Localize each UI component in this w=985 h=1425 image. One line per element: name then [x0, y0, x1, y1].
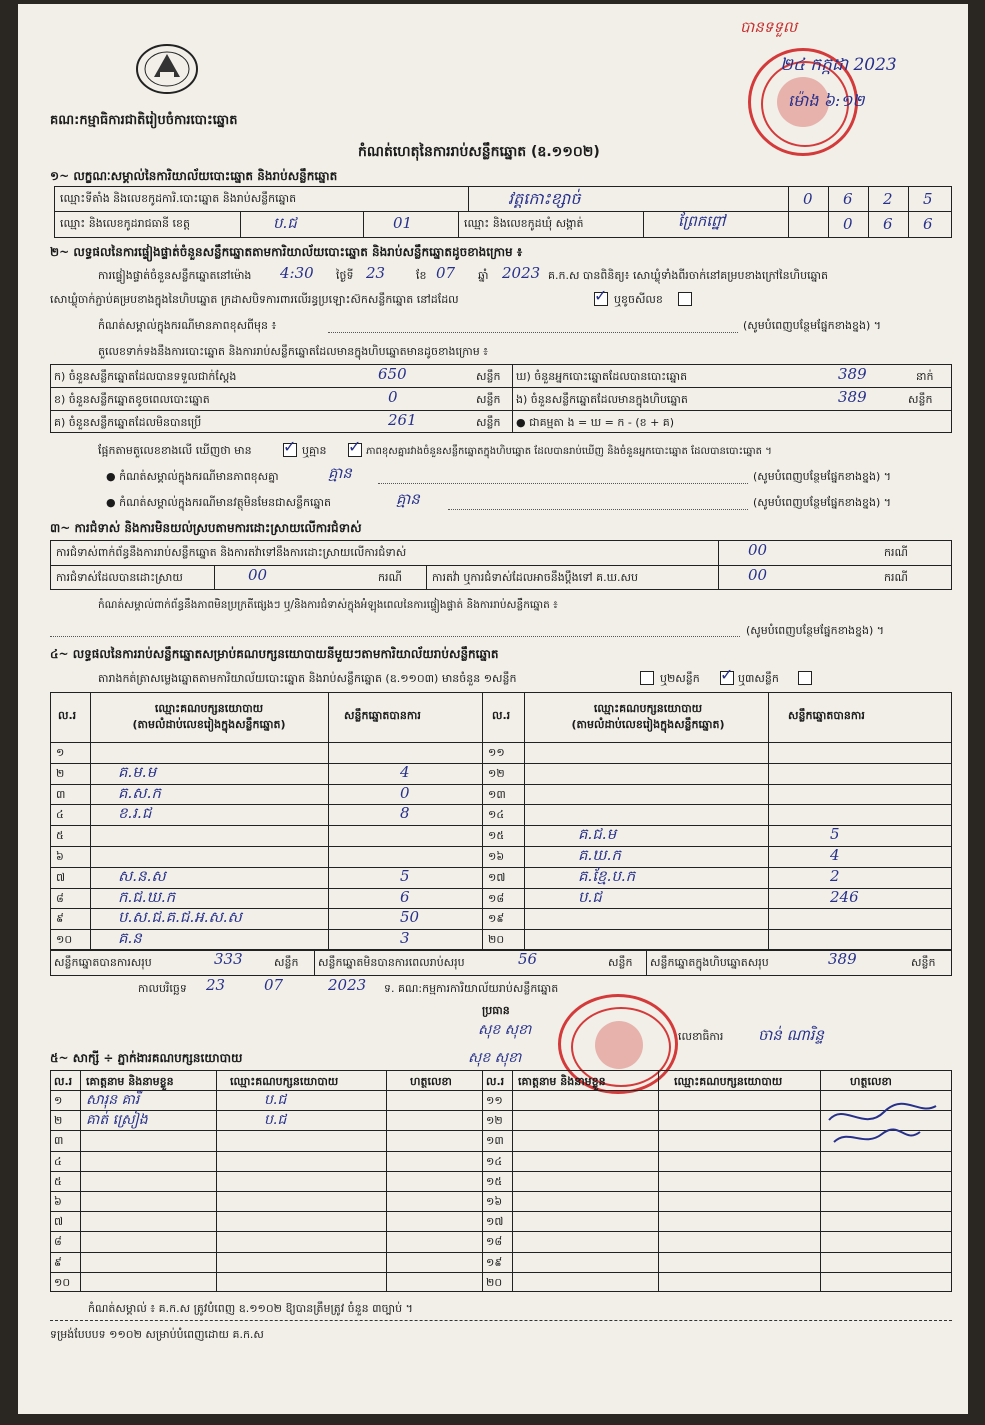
s2-month: 07 [436, 264, 456, 282]
s5-witness-name: គាត់ ស្រៀង [86, 1112, 148, 1129]
s2-time: 4:30 [280, 264, 314, 282]
s4-col-votes: សន្លឹកឆ្នោតបានការ [788, 709, 865, 722]
s4-date-label: កាលបរិច្ឆេទ [138, 982, 187, 995]
witness-signature-icon [824, 1098, 944, 1152]
s2-compare-b: ឬគ្មាន [302, 444, 327, 457]
section3-heading: ៣~ ការជំទាស់ និងការមិនយល់ស្របតាមការដោះស្រាយលើការជំទាស់ [50, 521, 362, 535]
s4-col-votes: សន្លឹកឆ្នោតបានការ [344, 709, 421, 722]
s4-row-no: ២០ [488, 933, 505, 947]
s4-sub-b: ឬ២សន្លឹក [660, 672, 700, 685]
s2-unused-value: 261 [388, 411, 417, 429]
s1-province-label: ឈ្មោះ និងលេខកូដរាជធានី ខេត្ត [60, 217, 190, 230]
s5-col-name: គោត្តនាម និងនាមខ្លួន [86, 1075, 174, 1088]
s5-row-no: ២ [54, 1114, 63, 1128]
s4-row-no: ១ [56, 746, 65, 759]
s4-party-votes: 50 [400, 908, 420, 927]
s4-party-votes: 5 [400, 866, 410, 885]
s4-committee: ទ. គណ:កម្មការការិយាល័យរាប់សន្លឹកឆ្នោត [384, 982, 559, 995]
s4-total-valid: 333 [214, 950, 243, 968]
s5-col-party: ឈ្មោះគណបក្សនយោបាយ [674, 1075, 783, 1088]
s4-party-name: ខ.រ.ជ [118, 804, 152, 823]
s4-party-name: គ.ស.ក [118, 783, 161, 802]
s2-formula: ● ជាគម្មតា ង = ឃ = ក - (ខ + គ) [516, 416, 675, 429]
document-page [18, 4, 968, 1414]
s1-commune-value: ព្រែកព្នៅ [678, 212, 726, 230]
stamp-received-date: ២៤ កក្កដា 2023 [780, 55, 897, 75]
s2-fill-note: (សូមបំពេញបន្ថែមផ្នែកខាងខ្នង) ។ [753, 496, 892, 509]
s5-col-no: ល.រ [54, 1075, 73, 1088]
s4-party-votes: 3 [400, 929, 410, 948]
s4-date-year: 2023 [328, 976, 367, 994]
s5-row-no: ៩ [54, 1255, 62, 1269]
check-mark-icon: ✓ [283, 437, 297, 456]
s1-code-digit: 2 [883, 190, 893, 208]
s5-row-no: ១៧ [486, 1215, 504, 1229]
section1-heading: ១~ លក្ខណៈសម្គាល់នៃការិយាល័យបោះឆ្នោត និងរាប់សន្លឹកឆ្នោត [50, 169, 338, 183]
s1-commune-digit: 0 [843, 215, 853, 233]
s4-date-month: 07 [264, 976, 284, 994]
s5-col-sign: ហត្ថលេខា [410, 1075, 452, 1088]
s1-commune-digit: 6 [883, 215, 893, 233]
s4-total-valid-label: សន្លឹកឆ្នោតបានការសរុប [54, 956, 152, 969]
s4-col-party: ឈ្មោះគណបក្សនយោបាយ (តាមលំដាប់លេខរៀងក្នុងសន្លឹកឆ្នោត) [571, 702, 725, 731]
s5-witness-name: សារុន គារី [86, 1092, 140, 1108]
s3-unit: ករណី [378, 571, 402, 584]
s4-party-name: ប.ស.ជ.គ.ជ.អ.ស.ស [118, 908, 242, 927]
s5-row-no: ១១ [486, 1094, 503, 1107]
s4-party-votes: 4 [830, 846, 840, 864]
s5-row-no: ១២ [486, 1114, 503, 1128]
chair-signature: សុខ សុខា [478, 1022, 532, 1038]
s2-row-label: គ) ចំនួនសន្លឹកឆ្នោតដែលមិនបានប្រើ [54, 416, 202, 429]
s2-unit: សន្លឹក [476, 393, 501, 406]
s2-unit: សន្លឹក [476, 416, 501, 429]
s3-resolved-label: ការជំទាស់ដែលបានដោះស្រាយ [56, 571, 183, 584]
s5-col-party: ឈ្មោះគណបក្សនយោបាយ [230, 1075, 339, 1088]
s5-row-no: ១៩ [486, 1255, 503, 1269]
s4-party-name: ក.ជ.ឃ.ក [118, 887, 176, 906]
s5-row-no: ១៤ [486, 1154, 503, 1168]
s5-row-no: ៦ [54, 1195, 62, 1208]
s4-party-votes: 0 [400, 783, 410, 802]
s5-row-no: ១៨ [486, 1235, 503, 1249]
s4-party-name: គ.ឃ.ក [578, 846, 621, 864]
footer-form: ទម្រង់បែបបទ ១១០២ សម្រាប់បំពេញដោយ គ.ក.ស [50, 1328, 264, 1341]
s3-unit: ករណី [884, 546, 908, 559]
s5-row-no: ៤ [54, 1154, 62, 1168]
s2-row-label: ខ) ចំនួនសន្លឹកឆ្នោតខូចពេលបោះឆ្នោត [54, 393, 210, 406]
s2-day: 23 [366, 264, 386, 282]
s1-code-digit: 6 [843, 190, 853, 208]
org-name: គណ:កម្មាធិការជាតិរៀបចំការបោះឆ្នោត [50, 113, 238, 128]
s2-note-a-value: គ្មាន [328, 464, 352, 482]
s3-note: កំណត់សម្គាល់ពាក់ព័ន្ធនឹងភាពមិនប្រក្រតីផ្សេងៗ ឬ/និងការជំទាស់ក្នុងអំឡុងពេលនៃការផ្ទៀងផ្ទាត់ និងការរាប់សន្លឹកឆ្នោត ៖ [98, 599, 558, 611]
three-sheet-checkbox[interactable] [798, 671, 812, 685]
s5-row-no: ១០ [54, 1275, 71, 1289]
s3-objection-value: 00 [748, 541, 768, 559]
s4-party-votes: 5 [830, 825, 840, 844]
s2-compare-a: ផ្អែកតាមតួលេខខាងលើ ឃើញថា មាន [98, 444, 252, 457]
s1-location-label: ឈ្មោះទីតាំង និងលេខកូដការិ.បោះឆ្នោត និងរាប់សន្លឹកឆ្នោត [60, 192, 297, 205]
s5-witness-party: ប.ជ [264, 1112, 287, 1129]
s2-figures-intro: តួលេខទាក់ទងនឹងការបោះឆ្នោត និងការរាប់សន្លឹកឆ្នោតដែលមានក្នុងហិបឆ្នោតមានដូចខាងក្រោម ៖ [98, 345, 489, 358]
s1-location-value: វត្តកោះខ្សាច់ [508, 189, 581, 208]
form-title: កំណត់ហេតុនៃការរាប់សន្លឹកឆ្នោត (ឧ.១១០២) [358, 144, 600, 160]
s4-row-no: ១៨ [488, 891, 505, 905]
s4-row-no: ១២ [488, 766, 505, 780]
s4-row-no: ១៧ [488, 870, 506, 884]
s5-col-name: គោត្តនាម និងនាមខ្លួន [518, 1075, 606, 1088]
s2-received-value: 650 [378, 365, 407, 383]
s4-row-no: ១០ [56, 933, 73, 947]
s2-day-label: ថ្ងៃទី [336, 269, 354, 282]
footer-note: កំណត់សម្គាល់ ៖ គ.ក.ស ត្រូវបំពេញ ឧ.១១០២ ឱ្យបានត្រឹមត្រូវ ចំនួន ៣ច្បាប់ ។ [88, 1302, 413, 1315]
s2-row-label: ក) ចំនួនសន្លឹកឆ្នោតដែលបានទទួលជាក់ស្តែង [54, 370, 237, 383]
section4-heading: ៤~ លទ្ធផលនៃការរាប់សន្លឹកឆ្នោតសម្រាប់គណបក្សនយោបាយនីមួយៗតាមការិយាល័យរាប់សន្លឹកឆ្នោត [50, 647, 499, 661]
s5-row-no: ១ [54, 1094, 63, 1107]
s2-voters-value: 389 [838, 365, 867, 383]
s5-row-no: ១៥ [486, 1174, 503, 1188]
s4-date-day: 23 [206, 976, 226, 994]
s4-row-no: ១៣ [488, 787, 506, 801]
s4-total-box: 389 [828, 950, 857, 968]
secretary-name: ចាន់ ណារិន្ទ [758, 1026, 824, 1044]
s4-party-votes: 4 [400, 762, 410, 781]
s2-unit: សន្លឹក [908, 393, 933, 406]
s2-row-label: ឃ) ចំនួនអ្នកបោះឆ្នោតដែលបានបោះឆ្នោត [516, 370, 688, 383]
s4-party-name: គ.ន [118, 929, 142, 948]
s4-row-no: ៦ [56, 850, 64, 863]
s4-row-no: ១១ [488, 746, 505, 759]
check-mark-icon: ✓ [348, 437, 362, 456]
s4-party-votes: 2 [830, 866, 840, 885]
s4-row-no: ១៥ [488, 829, 505, 843]
s2-fill-note: (សូមបំពេញបន្ថែមផ្នែកខាងខ្នង) ។ [743, 319, 882, 332]
s2-diff-note-label: កំណត់សម្គាល់ក្នុងករណីមានភាពខុសពីមុន ៖ [98, 319, 277, 332]
s2-note-b-label: ● កំណត់សម្គាល់ក្នុងករណីមានវត្ថុមិនមែនជាសន្លឹកឆ្នោត [106, 496, 331, 509]
s3-fill-note: (សូមបំពេញបន្ថែមផ្នែកខាងខ្នង) ។ [746, 624, 885, 637]
section2-heading: ២~ លទ្ធផលនៃការផ្ទៀងផ្ទាត់ចំនួនសន្លឹកឆ្នោតតាមការិយាល័យបោះឆ្នោត និងរាប់សន្លឹកឆ្នោតដូចខាងក្រោម ៖ [50, 245, 523, 259]
s4-party-votes: 8 [400, 804, 410, 823]
s2-note-a-label: ● កំណត់សម្គាល់ក្នុងករណីមានភាពខុសគ្នា [106, 470, 279, 483]
s4-total-invalid-label: សន្លឹកឆ្នោតមិនបានការពេលរាប់សរុប [318, 956, 465, 969]
s2-note-b-value: គ្មាន [396, 490, 420, 508]
section5-heading: ៥~ សាក្សី ÷ ភ្នាក់ងារគណបក្សនយោបាយ [50, 1051, 243, 1065]
s2-broken-label: ឬខូចសីលខ [614, 293, 663, 306]
s5-witness-party: ប.ជ [264, 1092, 287, 1108]
s4-row-no: ១៩ [488, 912, 505, 926]
one-sheet-checkbox[interactable] [640, 671, 654, 685]
s2-month-label: ខែ [416, 269, 427, 282]
s3-appeal-label: ការតវ៉ា ឬការជំទាស់ដែលអាចនឹងប្តឹងទៅ គ.ឃ.សប [432, 571, 639, 584]
s4-party-name: គ.ខ្មែ.ប.ក [578, 866, 636, 885]
s4-col-party: ឈ្មោះគណបក្សនយោបាយ (តាមលំដាប់លេខរៀងក្នុងសន្លឹកឆ្នោត) [132, 702, 286, 731]
s2-year-label: ឆ្នាំ [478, 269, 489, 282]
s4-col-no: ល.រ [58, 709, 77, 722]
s4-row-no: ៣ [56, 787, 66, 801]
s1-commune-label: ឈ្មោះ និងលេខកូដឃុំ សង្កាត់ [464, 217, 584, 230]
s5-row-no: ៧ [54, 1215, 64, 1229]
s4-row-no: ៩ [56, 912, 64, 926]
s5-row-no: ៥ [54, 1174, 62, 1188]
s3-resolved-value: 00 [248, 566, 268, 584]
s1-code-digit: 0 [803, 190, 813, 208]
s4-sub-c: ឬ៣សន្លឹក [738, 672, 779, 685]
s4-row-no: ៤ [56, 808, 64, 822]
s3-unit: ករណី [884, 571, 908, 584]
s2-unit: សន្លឹក [476, 370, 501, 383]
s1-province-value: ប.ជ [273, 214, 297, 232]
s2-line2: សោឃ្លុំចាក់ភ្ជាប់គម្របខាងក្នុងនៃហិបឆ្នោត ក្រដាសបិទការពារលើរន្ធប្រឡោះស៊កសន្លឹកឆ្នោត នៅដដែល [50, 293, 459, 306]
s4-col-no: ល.រ [492, 709, 511, 722]
s4-total-invalid: 56 [518, 950, 538, 968]
s4-party-name: ប.ជ [578, 887, 602, 906]
broken-checkbox[interactable] [678, 292, 692, 306]
s3-objection-label: ការជំទាស់ពាក់ព័ន្ធនឹងការរាប់សន្លឹកឆ្នោត និងការតវ៉ាទៅនឹងការដោះស្រាយលើការជំទាស់ [56, 546, 407, 559]
s4-party-votes: 6 [400, 887, 410, 906]
s5-row-no: ៣ [54, 1134, 64, 1148]
s4-unit: សន្លឹក [274, 956, 299, 969]
s4-sub: តារាងកត់ត្រាសម្លេងឆ្នោតតាមការិយាល័យបោះឆ្នោត និងរាប់សន្លឹកឆ្នោត (ឧ.១១០៣) មានចំនួន ១សន្លឹក [98, 672, 517, 685]
s4-party-votes: 246 [830, 887, 859, 906]
s4-row-no: ៧ [56, 870, 66, 884]
s4-party-name: គ.ម.ម [118, 762, 157, 781]
s4-row-no: ៥ [56, 829, 64, 843]
check-mark-icon: ✓ [594, 286, 608, 305]
s2-spoiled-value: 0 [388, 388, 398, 406]
s2-compare-c: ភាពខុសគ្នារវាងចំនួនសន្លឹកឆ្នោតក្នុងហិបឆ្នោត ដែលបានរាប់ឃើញ និងចំនួនអ្នកបោះឆ្នោត ដែលបានបោះឆ្នោត ។ [366, 446, 772, 457]
s5-col-no: ល.រ [486, 1075, 505, 1088]
s4-party-name: គ.ជ.ម [578, 825, 617, 844]
s4-party-name: ស.ន.ស [118, 866, 166, 885]
s4-unit: សន្លឹក [911, 956, 936, 969]
chair-name: សុខ សុខា [468, 1050, 522, 1066]
s4-total-box-label: សន្លឹកឆ្នោតក្នុងហិបឆ្នោតសរុប [650, 956, 769, 969]
s5-row-no: ១៦ [486, 1195, 503, 1208]
s5-col-sign: ហត្ថលេខា [850, 1075, 892, 1088]
s2-year: 2023 [502, 264, 541, 282]
s4-row-no: ៨ [56, 891, 64, 905]
check-mark-icon: ✓ [720, 665, 734, 684]
s4-chair-label: ប្រធាន [482, 1004, 510, 1017]
s1-commune-digit: 6 [923, 215, 933, 233]
s4-row-no: ១៦ [488, 850, 505, 863]
s4-unit: សន្លឹក [608, 956, 633, 969]
s5-row-no: ១៣ [486, 1134, 504, 1148]
s2-time-label: ការផ្ទៀងផ្ទាត់ចំនួនសន្លឹកឆ្នោតនៅម៉ោង [98, 269, 252, 282]
s3-appeal-value: 00 [748, 566, 768, 584]
s4-totals-row [50, 950, 952, 976]
s2-fill-note: (សូមបំពេញបន្ថែមផ្នែកខាងខ្នង) ។ [753, 470, 892, 483]
s2-unit: នាក់ [916, 370, 934, 383]
nec-emblem-icon [134, 42, 200, 96]
s2-row-label: ង) ចំនួនសន្លឹកឆ្នោតដែលមានក្នុងហិបឆ្នោត [516, 393, 688, 406]
s4-row-no: ១៤ [488, 808, 505, 822]
s4-row-no: ២ [56, 766, 65, 780]
s4-secretary-label: លេខាធិការ [678, 1030, 724, 1043]
stamp-received-time: ម៉ោង ៦:១២ [788, 91, 865, 110]
s2-line1-suffix: គ.ក.ស បានពិនិត្យ៖ សោឃ្លុំទាំងពីរចាក់នៅគម្របខាងក្រៅនៃហិបឆ្នោត [548, 269, 829, 282]
s1-code-digit: 5 [923, 190, 933, 208]
s2-inbox-value: 389 [838, 388, 867, 406]
stamp-received-label: បានទទួល [740, 18, 798, 36]
s5-row-no: ២០ [486, 1275, 503, 1289]
s1-province-code: 01 [393, 214, 413, 232]
s5-row-no: ៨ [54, 1235, 62, 1249]
